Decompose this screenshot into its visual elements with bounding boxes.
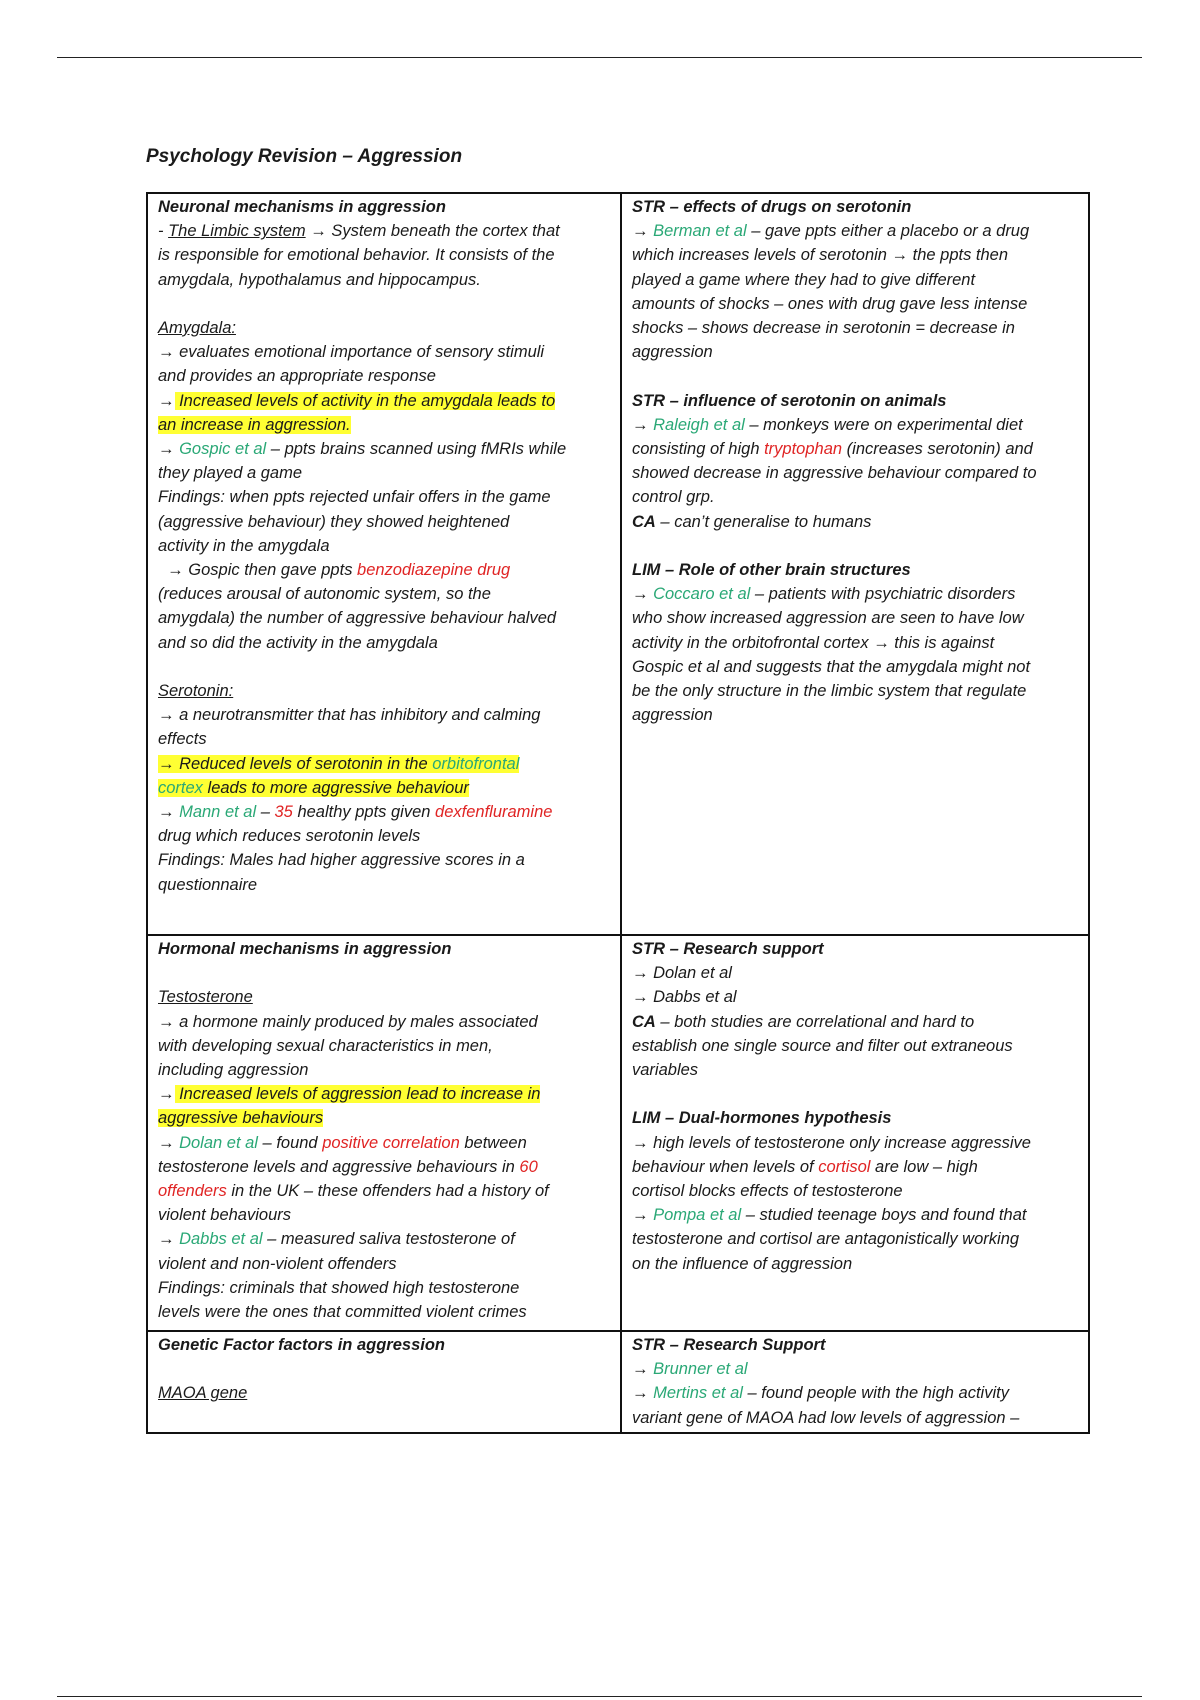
text: the ppts then <box>908 246 1009 265</box>
testosterone-highlight-2 <box>158 1106 610 1130</box>
ca-line-2: establish one single source and filter out extraneous <box>632 1036 1013 1055</box>
benzo-line-3: and so did the activity in the amygdala <box>158 633 438 652</box>
text: – found <box>257 1133 323 1152</box>
dual-line-1 <box>632 1131 1078 1155</box>
serotonin-line-1 <box>158 703 610 727</box>
testosterone-line-3: including aggression <box>158 1061 309 1079</box>
text: System beneath the cortex that <box>326 222 560 241</box>
arrow-icon: → <box>632 988 649 1007</box>
text: (increases serotonin) and <box>842 440 1033 459</box>
spacer <box>158 961 610 985</box>
arrow-icon: → <box>158 706 175 725</box>
gospic-findings-3: activity in the amygdala <box>158 536 330 555</box>
highlight-text: Increased levels of aggression lead to increase in <box>174 1085 541 1104</box>
text: between <box>459 1133 527 1152</box>
brunner-line <box>632 1357 1078 1381</box>
text: leads to more aggressive behaviour <box>202 778 469 797</box>
benzo-line-2: amygdala) the number of aggressive behaviour halved <box>158 609 557 628</box>
dual-line-3: cortisol blocks effects of testosterone <box>632 1182 903 1201</box>
coccaro-line-6: aggression <box>632 706 713 725</box>
dabbs-line-2: violent and non-violent offenders <box>158 1254 397 1273</box>
testosterone-line-1 <box>158 1010 610 1034</box>
serotonin-label: Serotonin: <box>158 682 234 701</box>
coccaro-line-3 <box>632 631 1078 655</box>
coccaro-line-2: who show increased aggression are seen to have low <box>632 609 1024 628</box>
text: – ppts brains scanned using fMRIs while <box>266 440 567 459</box>
study-name-mann: Mann et al <box>174 803 257 822</box>
arrow-icon: → <box>873 633 890 652</box>
amygdala-label: Amygdala: <box>158 319 236 337</box>
text: – <box>256 803 275 822</box>
study-name-dolan: Dolan et al <box>174 1133 258 1152</box>
text: – can’t generalise to humans <box>655 512 872 531</box>
str-heading-research-support-genetic: STR – Research Support <box>632 1336 826 1354</box>
str-heading-research-support: STR – Research support <box>632 940 824 958</box>
study-name-mertins: Mertins et al <box>648 1384 743 1403</box>
pompa-line-3: on the influence of aggression <box>632 1254 853 1273</box>
pompa-line-1 <box>632 1203 1078 1227</box>
mann-line-2: drug which reduces serotonin levels <box>158 827 421 846</box>
table-row <box>147 193 1089 935</box>
study-name-brunner: Brunner et al <box>648 1360 748 1379</box>
lim-heading-dual-hormones: LIM – Dual-hormones hypothesis <box>632 1109 892 1128</box>
coccaro-line-1 <box>632 582 1078 606</box>
dolan-line-1 <box>158 1131 610 1155</box>
ca-line-1 <box>632 1010 1078 1034</box>
amygdala-line-1 <box>158 340 610 364</box>
arrow-icon: → <box>891 246 909 265</box>
ca-label: CA <box>632 1012 656 1031</box>
ca-label: CA <box>632 512 656 531</box>
serotonin-line-2: effects <box>158 730 207 749</box>
text: – monkeys were on experimental diet <box>744 415 1023 434</box>
text: activity in the orbitofrontal cortex <box>632 633 874 652</box>
table-row <box>147 935 1089 1331</box>
coccaro-line-5: be the only structure in the limbic system that regulate <box>632 682 1027 701</box>
berman-line-1 <box>632 219 1078 243</box>
coccaro-line-4: Gospic et al and suggests that the amygdala might not <box>632 657 1031 676</box>
serotonin-highlight-1 <box>158 752 610 776</box>
berman-line-6: aggression <box>632 343 713 362</box>
ca-line <box>632 510 1078 534</box>
text: high levels of testosterone only increase aggressive <box>648 1133 1031 1152</box>
amygdala-highlight-2 <box>158 413 610 437</box>
text: a neurotransmitter that has inhibitory and calming <box>174 706 541 725</box>
key-number-60: 60 <box>519 1157 538 1176</box>
text: are low – high <box>870 1157 978 1176</box>
text: – found people with the high activity <box>742 1384 1009 1403</box>
text: – patients with psychiatric disorders <box>750 585 1016 604</box>
genetic-factors-cell <box>147 1331 621 1433</box>
revision-table <box>146 192 1090 1434</box>
text: – both studies are correlational and hard to <box>655 1012 975 1031</box>
text: – gave ppts either a placebo or a drug <box>746 222 1030 241</box>
arrow-icon: → <box>158 391 175 410</box>
arrow-icon: → <box>158 754 175 773</box>
gospic-then-line <box>158 558 610 582</box>
text: healthy ppts given <box>292 803 436 822</box>
footer-rule <box>57 1696 1142 1697</box>
text: a hormone mainly produced by males associated <box>174 1012 538 1031</box>
highlight-text: an increase in aggression. <box>158 415 351 434</box>
arrow-icon: → <box>632 1206 649 1225</box>
key-term-orbitofrontal: orbitofrontal <box>432 754 520 773</box>
dolan-line-2 <box>158 1155 610 1179</box>
highlight-text: aggressive behaviours <box>158 1109 324 1128</box>
mann-line-1 <box>158 800 610 824</box>
amygdala-highlight-1 <box>158 389 610 413</box>
study-name-berman: Berman et al <box>648 222 747 241</box>
benzo-line-1: (reduces arousal of autonomic system, so the <box>158 585 491 604</box>
text: Dabbs et al <box>648 988 737 1007</box>
arrow-icon: → <box>158 440 175 459</box>
page-title: Psychology Revision – Aggression <box>146 146 463 167</box>
dabbs-line-1 <box>158 1227 610 1251</box>
text: this is against <box>889 633 995 652</box>
spacer <box>158 655 610 679</box>
hormonal-evaluation-cell <box>621 935 1089 1331</box>
arrow-icon: → <box>158 803 175 822</box>
arrow-icon: → <box>632 415 649 434</box>
lim-heading-brain-structures: LIM – Role of other brain structures <box>632 561 911 580</box>
text: consisting of high <box>632 440 765 459</box>
dual-line-2 <box>632 1155 1078 1179</box>
arrow-icon: → <box>158 1133 175 1152</box>
arrow-icon: → <box>632 1133 649 1152</box>
study-name-pompa: Pompa et al <box>648 1206 742 1225</box>
str-heading-animals: STR – influence of serotonin on animals <box>632 391 947 410</box>
table-row <box>147 1331 1089 1433</box>
dolan-line-4: violent behaviours <box>158 1206 291 1225</box>
study-name-coccaro: Coccaro et al <box>648 585 751 604</box>
text: testosterone levels and aggressive behaviours in <box>158 1157 520 1176</box>
testosterone-line-2: with developing sexual characteristics in men, <box>158 1036 493 1055</box>
amygdala-line-2: and provides an appropriate response <box>158 367 436 386</box>
arrow-icon: → <box>158 1085 175 1104</box>
gospic-line-2: they played a game <box>158 464 303 483</box>
serotonin-highlight-2 <box>158 776 610 800</box>
hormonal-heading: Hormonal mechanisms in aggression <box>158 940 452 958</box>
key-term-dexfenfluramine: dexfenfluramine <box>435 803 553 822</box>
str-heading-drugs: STR – effects of drugs on serotonin <box>632 198 912 216</box>
highlight-block <box>158 779 469 797</box>
limbic-line-3: amygdala, hypothalamus and hippocampus. <box>158 270 481 289</box>
berman-line-3: played a game where they had to give different <box>632 270 976 289</box>
arrow-icon: → <box>167 561 184 580</box>
ca-line-3: variables <box>632 1061 699 1080</box>
mertins-line-1 <box>632 1381 1078 1405</box>
arrow-icon: → <box>632 964 649 983</box>
study-name-raleigh: Raleigh et al <box>648 415 745 434</box>
text: – measured saliva testosterone of <box>262 1230 515 1249</box>
mann-findings-1: Findings: Males had higher aggressive scores in a <box>158 851 525 870</box>
berman-line-2 <box>632 243 1078 267</box>
mertins-line-2: variant gene of MAOA had low levels of aggression – <box>632 1408 1020 1427</box>
berman-line-4: amounts of shocks – ones with drug gave less intense <box>632 294 1028 313</box>
text: behaviour when levels of <box>632 1157 819 1176</box>
key-term-cortex: cortex <box>158 778 203 797</box>
text: Dolan et al <box>648 964 732 983</box>
raleigh-line-4: control grp. <box>632 488 715 507</box>
key-term-cortisol: cortisol <box>818 1157 871 1176</box>
neuronal-evaluation-cell <box>621 193 1089 935</box>
header-rule <box>57 57 1142 58</box>
gospic-findings-2: (aggressive behaviour) they showed heightened <box>158 512 510 531</box>
study-name-dabbs: Dabbs et al <box>174 1230 263 1249</box>
highlight-text: Increased levels of activity in the amygdala leads to <box>174 391 556 410</box>
highlight-block <box>158 755 519 773</box>
arrow-icon: → <box>310 222 327 241</box>
raleigh-line-1 <box>632 413 1078 437</box>
key-term-offenders: offenders <box>158 1182 227 1201</box>
spacer <box>632 534 1078 558</box>
spacer <box>632 1082 1078 1106</box>
dolan-line-3 <box>158 1179 610 1203</box>
study-name-gospic: Gospic et al <box>174 440 267 459</box>
genetic-heading: Genetic Factor factors in aggression <box>158 1336 445 1354</box>
gospic-findings-1: Findings: when ppts rejected unfair offers in the game <box>158 488 551 507</box>
key-term-tryptophan: tryptophan <box>764 440 843 459</box>
arrow-icon: → <box>158 1230 175 1249</box>
dash: - <box>158 222 169 241</box>
arrow-icon: → <box>158 343 175 362</box>
limbic-label: The Limbic system <box>168 222 306 241</box>
limbic-line-1 <box>158 219 610 243</box>
raleigh-line-2 <box>632 437 1078 461</box>
spacer <box>158 292 610 316</box>
text: in the UK – these offenders had a history of <box>226 1182 549 1201</box>
dabbs-findings-1: Findings: criminals that showed high testosterone <box>158 1278 520 1297</box>
arrow-icon: → <box>632 222 649 241</box>
research-dabbs <box>632 985 1078 1009</box>
text: Reduced levels of serotonin in the <box>174 754 433 773</box>
arrow-icon: → <box>632 585 649 604</box>
limbic-line-2: is responsible for emotional behavior. It consists of the <box>158 246 555 265</box>
key-term-benzodiazepine: benzodiazepine drug <box>357 561 511 580</box>
mann-findings-2: questionnaire <box>158 875 258 894</box>
pompa-line-2: testosterone and cortisol are antagonistically working <box>632 1230 1020 1249</box>
arrow-icon: → <box>158 1012 175 1031</box>
genetic-evaluation-cell <box>621 1331 1089 1433</box>
dabbs-findings-2: levels were the ones that committed violent crimes <box>158 1303 527 1322</box>
spacer <box>158 1357 610 1381</box>
key-number-35: 35 <box>274 803 293 822</box>
spacer <box>632 364 1078 388</box>
neuronal-heading: Neuronal mechanisms in aggression <box>158 198 446 216</box>
testosterone-label: Testosterone <box>158 988 253 1007</box>
text: – studied teenage boys and found that <box>741 1206 1027 1225</box>
research-dolan <box>632 961 1078 985</box>
text: which increases levels of serotonin <box>632 246 892 265</box>
arrow-icon: → <box>632 1384 649 1403</box>
neuronal-mechanisms-cell <box>147 193 621 935</box>
berman-line-5: shocks – shows decrease in serotonin = decrease in <box>632 319 1015 338</box>
maoa-label: MAOA gene <box>158 1384 248 1403</box>
text: evaluates emotional importance of sensory stimuli <box>174 343 545 362</box>
testosterone-highlight-1 <box>158 1082 610 1106</box>
hormonal-mechanisms-cell <box>147 935 621 1331</box>
text: Gospic then gave ppts <box>183 561 358 580</box>
raleigh-line-3: showed decrease in aggressive behaviour compared to <box>632 464 1037 483</box>
key-term-positive-correlation: positive correlation <box>322 1133 460 1152</box>
gospic-line-1 <box>158 437 610 461</box>
arrow-icon: → <box>632 1360 649 1379</box>
